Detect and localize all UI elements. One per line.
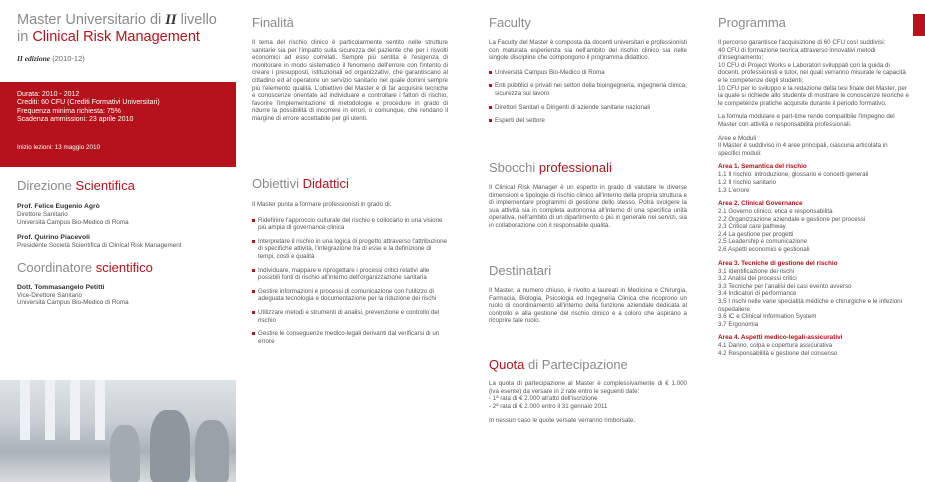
module-item: 3.4 Indicatori di performance: [718, 290, 797, 298]
quota-rate-2: - 2ª rata di € 2.000 entro il 31 gennaio 2011: [489, 402, 608, 410]
faculty-item: Enti pubblici e privati nei settori della bioingegneria, ingegneria clinica, sicurezza sul lavoro: [489, 82, 687, 97]
inizio-lezioni: Inizio lezioni: 13 maggio 2010: [17, 144, 100, 151]
finalita-heading: Finalità: [252, 15, 294, 30]
module-item: 2.4 La gestione per progetti: [718, 230, 794, 238]
crediti: Crediti: 60 CFU (Crediti Formativi Universitari): [17, 99, 160, 107]
obiettivo-item: Individuare, mappare e riprogettare i processi critici relativi alle possibili fonti di rischio all'interno dell'organizzazione sanitaria: [252, 267, 448, 282]
coordinatore-heading: Coordinatore scientifico: [17, 259, 153, 275]
destinatari-heading: Destinatari: [489, 263, 552, 278]
sbocchi-heading: Sbocchi professionali: [489, 160, 612, 175]
obiettivo-item: Utilizzare metodi e strumenti di analisi, prevenzione e controllo del rischio: [252, 309, 448, 324]
area-title: Area 4. Aspetti medico-legali-assicurativi: [718, 334, 843, 342]
faculty-item: Direttori Sanitari e Dirigenti di aziende sanitarie nazionali: [489, 104, 687, 112]
obiettivo-item: Ridefinire l'approccio culturale del rischio e collocarlo in una visione più ampia di governance clinica: [252, 217, 448, 232]
brochure-title: Master Universitario di II livello in Clinical Risk Management: [17, 12, 217, 45]
quota-heading: Quota di Partecipazione: [489, 357, 628, 372]
office-photo: [0, 380, 236, 482]
faculty-item: Esperti del settore: [489, 117, 687, 125]
faculty-heading: Faculty: [489, 15, 531, 30]
programma-heading: Programma: [718, 15, 786, 30]
module-item: 2.2 Organizzazione aziendale e gestione per processi: [718, 215, 866, 223]
red-edge-marker: [913, 14, 925, 36]
programma-p7: Il Master è suddiviso in 4 aree principali, ciascuna articolata in specifici moduli:: [718, 142, 888, 157]
module-item: 2.6 Aspetti economici e gestionali: [718, 246, 810, 254]
module-item: 4.1 Danno, colpa e copertura assicurativa: [718, 342, 833, 350]
durata: Durata: 2010 - 2012: [17, 91, 80, 98]
programma-p2: 40 CFU di formazione teorica attraverso innovativi metodi d'insegnamento;: [718, 46, 876, 62]
person-1: Prof. Felice Eugenio Agrò Direttore Sanitario Università Campus Bio-Medico di Roma: [17, 203, 129, 226]
module-item: 3.5 I rischi nelle varie specialità mediche e chirurgiche e le infezioni ospedaliere: [718, 298, 902, 313]
person-2: Prof. Quirino Piacevoli Presidente Società Scientifica di Clinical Risk Management: [17, 234, 182, 250]
obiettivi-heading: Obiettivi Didattici: [252, 176, 349, 191]
sbocchi-text: Il Clinical Risk Manager è un esperto in grado di valutare le diverse dimensioni e tipologie di rischio clinico all'interno della propria struttura e di implementare programmi di gestione dello stesso. Potrà svolgere la sua attività sia in completa autonomia all'interno di una specifica unità operativa, nell'ambito di un dipartimento o più in generale nei servizi, sia in collaborazione con il responsabile qualità.: [489, 184, 687, 229]
module-item: 3.1 Identificazione dei rischi: [718, 267, 795, 275]
quota-note: In nessun caso le quote versate verranno rimborsate.: [489, 417, 636, 425]
module-item: 2.3 Critical care pathway: [718, 223, 786, 231]
quota-rate-1: - 1ª rata di € 2.000 all'atto dell'iscrizione: [489, 395, 598, 403]
programma-p5: La formula modulare e part-time rende compatibile l'impegno del Master con attività e responsabilità professionali.: [718, 113, 895, 128]
quota-text: La quota di partecipazione al Master è complessivamente di € 1.000 (iva esente) da versare in 2 rate entro le seguenti date:: [489, 380, 687, 395]
finalita-text: Il tema del rischio clinico è particolarmente sentito nelle strutture sanitarie sia per l'impatto sulla sicurezza del paziente che per i risvolti economici ad esso correlati. Sempre più sentita è l'esigenza di monitorare in modo sistematico il fenomeno dell'errore con l'intento di creare i presupposti, istituzionali ed organizzativi, che garantiscano al cittadino ed al operatore un servizio sanitario nel quale domini sempre più l'elemento qualità. L'obiettivo del Master è di far acquisire tecniche e conoscenze orientate ad individuare e controllare i fattori di rischio, favorire l'implementazione di metodologie e procedure in grado di ridurre la possibilità di incorrere in errori, o comunque, che rendano il margine di errore accettabile per gli utenti.: [252, 39, 448, 122]
title-level: II: [165, 12, 177, 28]
module-item: 1.1 Il rischio: introduzione, glossario e concetti generali: [718, 171, 869, 179]
faculty-item: Università Campus Bio-Medico di Roma: [489, 69, 687, 77]
module-item: 3.2 Analisi dei processi critici: [718, 275, 797, 283]
programma-p1: Il percorso garantisce l'acquisizione di 60 CFU così suddivisi:: [718, 39, 886, 46]
area-title: Area 1. Semantica del rischio: [718, 163, 807, 171]
module-item: 4.2 Responsabilità e gestione del consenso: [718, 350, 838, 357]
info-box: [0, 82, 236, 167]
scadenza: Scadenza ammissioni: 23 aprile 2010: [17, 116, 134, 124]
module-item: 2.1 Governo clinico, etica e responsabilità: [718, 208, 833, 216]
programma-p6: Aree e Moduli: [718, 134, 757, 142]
obiettivo-item: Gestire le conseguenze medico-legali derivanti dal verificarsi di un errore: [252, 330, 448, 345]
frequenza: Frequenza minima richiesta: 75%: [17, 107, 121, 115]
programma-p4: 10 CFU per lo sviluppo e la redazione della tesi finale del Master, per la quale si richiede allo studente di mostrare le conoscenze teoriche e le competenze pratiche acquisite durante il periodo formativo.: [718, 84, 909, 107]
module-item: 3.3 Tecniche per l'analisi dei casi evento avverso: [718, 282, 852, 290]
module-item: 3.7 Ergonomia: [718, 320, 759, 328]
obiettivo-item: Gestire informazioni e processi di comunicazione con l'utilizzo di adeguata tecnologia e documentazione per la riduzione dei rischi: [252, 288, 448, 303]
obiettivi-intro: Il Master punta a formare professionisti in grado di:: [252, 201, 392, 208]
module-item: 1.2 Il rischio sanitario: [718, 178, 777, 186]
area-title: Area 2. Clinical Governance: [718, 200, 803, 208]
module-item: 2.5 Leadership e comunicazione: [718, 238, 808, 246]
edition-label: II edizione (2010-12): [17, 54, 85, 63]
area-title: Area 3. Tecniche di gestione del rischio: [718, 259, 838, 267]
direzione-heading: Direzione Scientifica: [17, 178, 135, 193]
faculty-text: La Faculty del Master è composta da docenti universitari e professionisti con maturata esperienza sia nell'ambito del rischio clinico sia nelle singole discipline che compongono il programma didattico.: [489, 39, 687, 62]
module-item: 3.6 IC e Clinical Information System: [718, 313, 817, 321]
destinatari-text: Il Master, a numero chiuso, è rivolto a laureati in Medicina e Chirurgia, Farmacia, Biologia, Psicologia ed Ingegneria Clinica che ricoprono un ruolo di coordinamento all'interno della funzione aziendale dedicata al controllo e alla gestione del rischio clinico e a coloro che aspirano a ricoprire tale ruolo.: [489, 287, 687, 325]
person-coord: Dott. Tommasangelo Petitti Vice-Direttore Sanitario Università Campus Bio-Medico di Roma: [17, 283, 129, 307]
module-item: 1.3 L'errore: [718, 186, 750, 194]
programma-p3: 10 CFU di Project Works e Laboratori sviluppati con la guida di docenti, professionisti e tutor, nei quali verranno misurate le capacità e le competenze degli studenti;: [718, 61, 906, 84]
obiettivo-item: Interpretare il rischio in una logica di progetto attraverso l'attribuzione di specifiche attività, l'integrazione tra di esse e la definizione di tempi, costi e qualità: [252, 238, 448, 261]
